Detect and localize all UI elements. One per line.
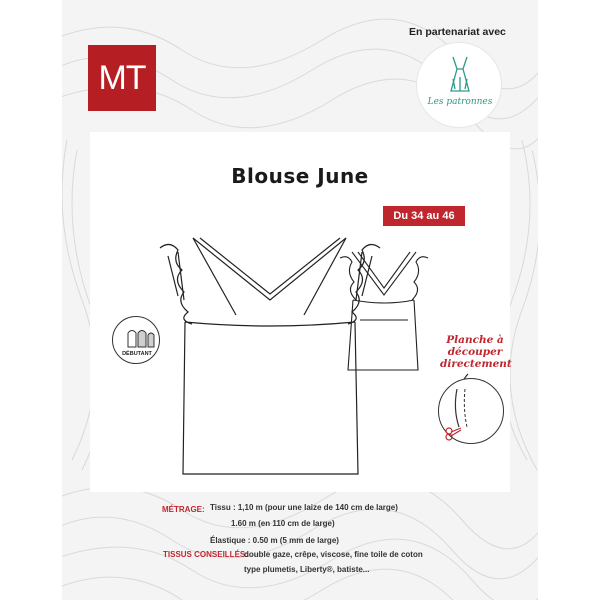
- metrage-line: Tissu : 1,10 m (pour une laize de 140 cm de large): [210, 503, 398, 512]
- size-range-badge: Du 34 au 46: [383, 206, 465, 226]
- tissus-label: TISSUS CONSEILLÉS:: [163, 550, 248, 559]
- cut-note-line-2: découper: [447, 346, 503, 358]
- cut-note-line-3: directement: [440, 358, 512, 370]
- skill-level-label: DÉBUTANT: [122, 351, 152, 357]
- page-title: Blouse June: [231, 164, 369, 188]
- partner-name: Les patronnes: [427, 97, 493, 107]
- partner-label: En partenariat avec: [409, 26, 506, 38]
- tissus-line: double gaze, crêpe, viscose, fine toile de coton: [244, 550, 423, 559]
- metrage-line: Élastique : 0.50 m (5 mm de large): [210, 536, 339, 545]
- metrage-label: MÉTRAGE:: [162, 505, 205, 514]
- metrage-line: 1.60 m (en 110 cm de large): [231, 519, 335, 528]
- cut-note-line-1: Planche à: [446, 334, 504, 346]
- tissus-line: type plumetis, Liberty®, batiste...: [244, 565, 370, 574]
- logo-text: MT: [98, 58, 146, 97]
